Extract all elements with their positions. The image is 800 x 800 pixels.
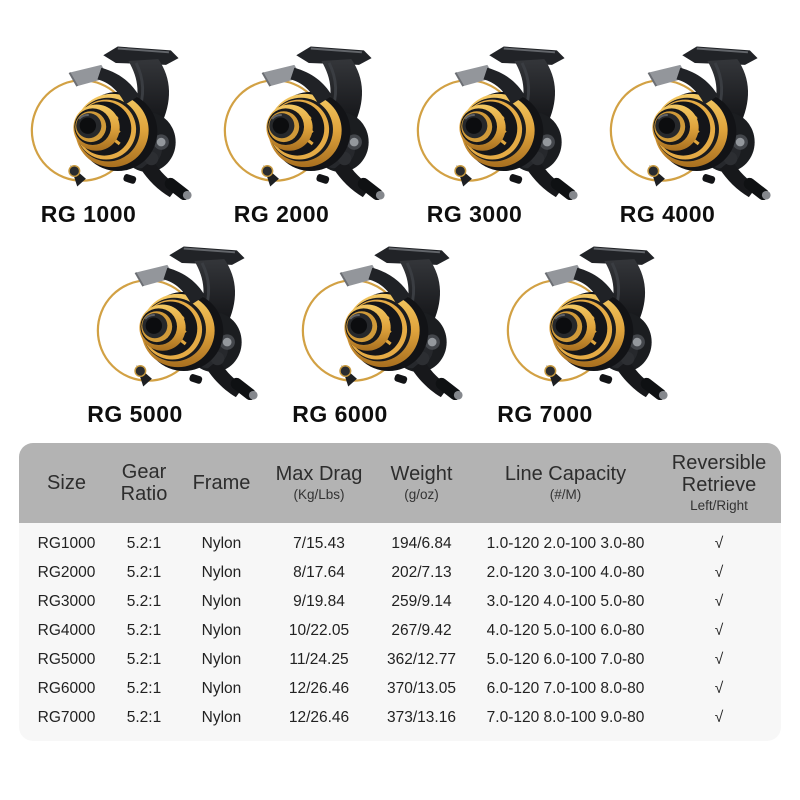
cell-line-capacity: 3.0-120 4.0-100 5.0-80 <box>486 592 645 610</box>
reel-figure <box>593 34 786 228</box>
spec-table <box>19 443 781 741</box>
table-row <box>19 587 781 616</box>
cell-gear-ratio: 5.2:1 <box>126 679 162 697</box>
table-row <box>19 558 781 587</box>
cell-max-drag: 10/22.05 <box>288 621 350 639</box>
reel-label: RG 5000 <box>87 401 183 427</box>
reel-row-2 <box>0 234 782 428</box>
spinning-reel-image <box>293 234 471 400</box>
cell-reversible-checkmark: √ <box>714 621 724 639</box>
cell-max-drag: 9/19.84 <box>293 592 345 610</box>
spinning-reel-image <box>408 34 586 200</box>
cell-gear-ratio: 5.2:1 <box>126 592 162 610</box>
cell-frame: Nylon <box>201 563 242 581</box>
table-row <box>19 645 781 674</box>
reel-label: RG 3000 <box>426 201 523 227</box>
header-weight: Weight (g/oz) <box>390 463 453 502</box>
reel-label: RG 6000 <box>292 401 388 427</box>
header-gear-ratio: Gear Ratio <box>120 460 168 505</box>
cell-size: RG5000 <box>37 650 96 668</box>
cell-max-drag: 12/26.46 <box>288 679 350 697</box>
cell-size: RG4000 <box>37 621 96 639</box>
spec-table-header <box>19 443 781 523</box>
cell-reversible-checkmark: √ <box>714 679 724 697</box>
cell-frame: Nylon <box>201 621 242 639</box>
spinning-reel-image <box>22 34 200 200</box>
cell-frame: Nylon <box>201 679 242 697</box>
cell-gear-ratio: 5.2:1 <box>126 563 162 581</box>
cell-line-capacity: 4.0-120 5.0-100 6.0-80 <box>486 621 645 639</box>
table-row <box>19 703 781 732</box>
cell-line-capacity: 6.0-120 7.0-100 8.0-80 <box>486 679 645 697</box>
cell-reversible-checkmark: √ <box>714 650 724 668</box>
reel-label: RG 7000 <box>497 401 593 427</box>
cell-gear-ratio: 5.2:1 <box>126 534 162 552</box>
reel-figure <box>14 34 207 228</box>
reel-figure <box>400 34 593 228</box>
cell-reversible-checkmark: √ <box>714 708 724 726</box>
reel-figure <box>75 234 280 428</box>
header-max-drag: Max Drag (Kg/Lbs) <box>275 463 363 502</box>
table-row <box>19 616 781 645</box>
spinning-reel-image <box>601 34 779 200</box>
reel-figure <box>485 234 690 428</box>
cell-size: RG2000 <box>37 563 96 581</box>
spec-table-body <box>19 523 781 741</box>
cell-weight: 362/12.77 <box>387 650 456 668</box>
spinning-reel-image <box>498 234 676 400</box>
reel-label: RG 4000 <box>619 201 716 227</box>
cell-line-capacity: 7.0-120 8.0-100 9.0-80 <box>486 708 645 726</box>
cell-weight: 267/9.42 <box>391 621 452 639</box>
cell-frame: Nylon <box>201 708 242 726</box>
reel-figure <box>207 34 400 228</box>
reel-label: RG 1000 <box>40 201 137 227</box>
cell-reversible-checkmark: √ <box>714 563 724 581</box>
cell-size: RG3000 <box>37 592 96 610</box>
header-reversible-retrieve: Reversible Retrieve Left/Right <box>671 452 767 513</box>
cell-reversible-checkmark: √ <box>714 534 724 552</box>
cell-line-capacity: 2.0-120 3.0-100 4.0-80 <box>486 563 645 581</box>
cell-gear-ratio: 5.2:1 <box>126 650 162 668</box>
cell-line-capacity: 5.0-120 6.0-100 7.0-80 <box>486 650 645 668</box>
cell-weight: 370/13.05 <box>387 679 456 697</box>
cell-weight: 194/6.84 <box>391 534 452 552</box>
reel-figure <box>280 234 485 428</box>
cell-weight: 373/13.16 <box>387 708 456 726</box>
cell-max-drag: 11/24.25 <box>289 650 349 668</box>
cell-reversible-checkmark: √ <box>714 592 724 610</box>
cell-size: RG6000 <box>37 679 96 697</box>
header-line-capacity: Line Capacity (#/M) <box>504 463 627 502</box>
cell-frame: Nylon <box>201 592 242 610</box>
cell-max-drag: 12/26.46 <box>288 708 350 726</box>
reel-row-1 <box>0 0 800 228</box>
table-row <box>19 674 781 703</box>
table-row <box>19 529 781 558</box>
cell-size: RG7000 <box>37 708 96 726</box>
cell-size: RG1000 <box>37 534 96 552</box>
cell-frame: Nylon <box>201 650 242 668</box>
header-size: Size <box>47 471 86 494</box>
cell-weight: 259/9.14 <box>391 592 452 610</box>
reel-label: RG 2000 <box>233 201 330 227</box>
cell-line-capacity: 1.0-120 2.0-100 3.0-80 <box>486 534 645 552</box>
header-frame: Frame <box>192 471 251 494</box>
cell-weight: 202/7.13 <box>391 563 452 581</box>
cell-gear-ratio: 5.2:1 <box>126 708 162 726</box>
cell-gear-ratio: 5.2:1 <box>126 621 162 639</box>
cell-max-drag: 8/17.64 <box>293 563 345 581</box>
cell-max-drag: 7/15.43 <box>293 534 345 552</box>
spinning-reel-image <box>88 234 266 400</box>
cell-frame: Nylon <box>201 534 242 552</box>
spinning-reel-image <box>215 34 393 200</box>
